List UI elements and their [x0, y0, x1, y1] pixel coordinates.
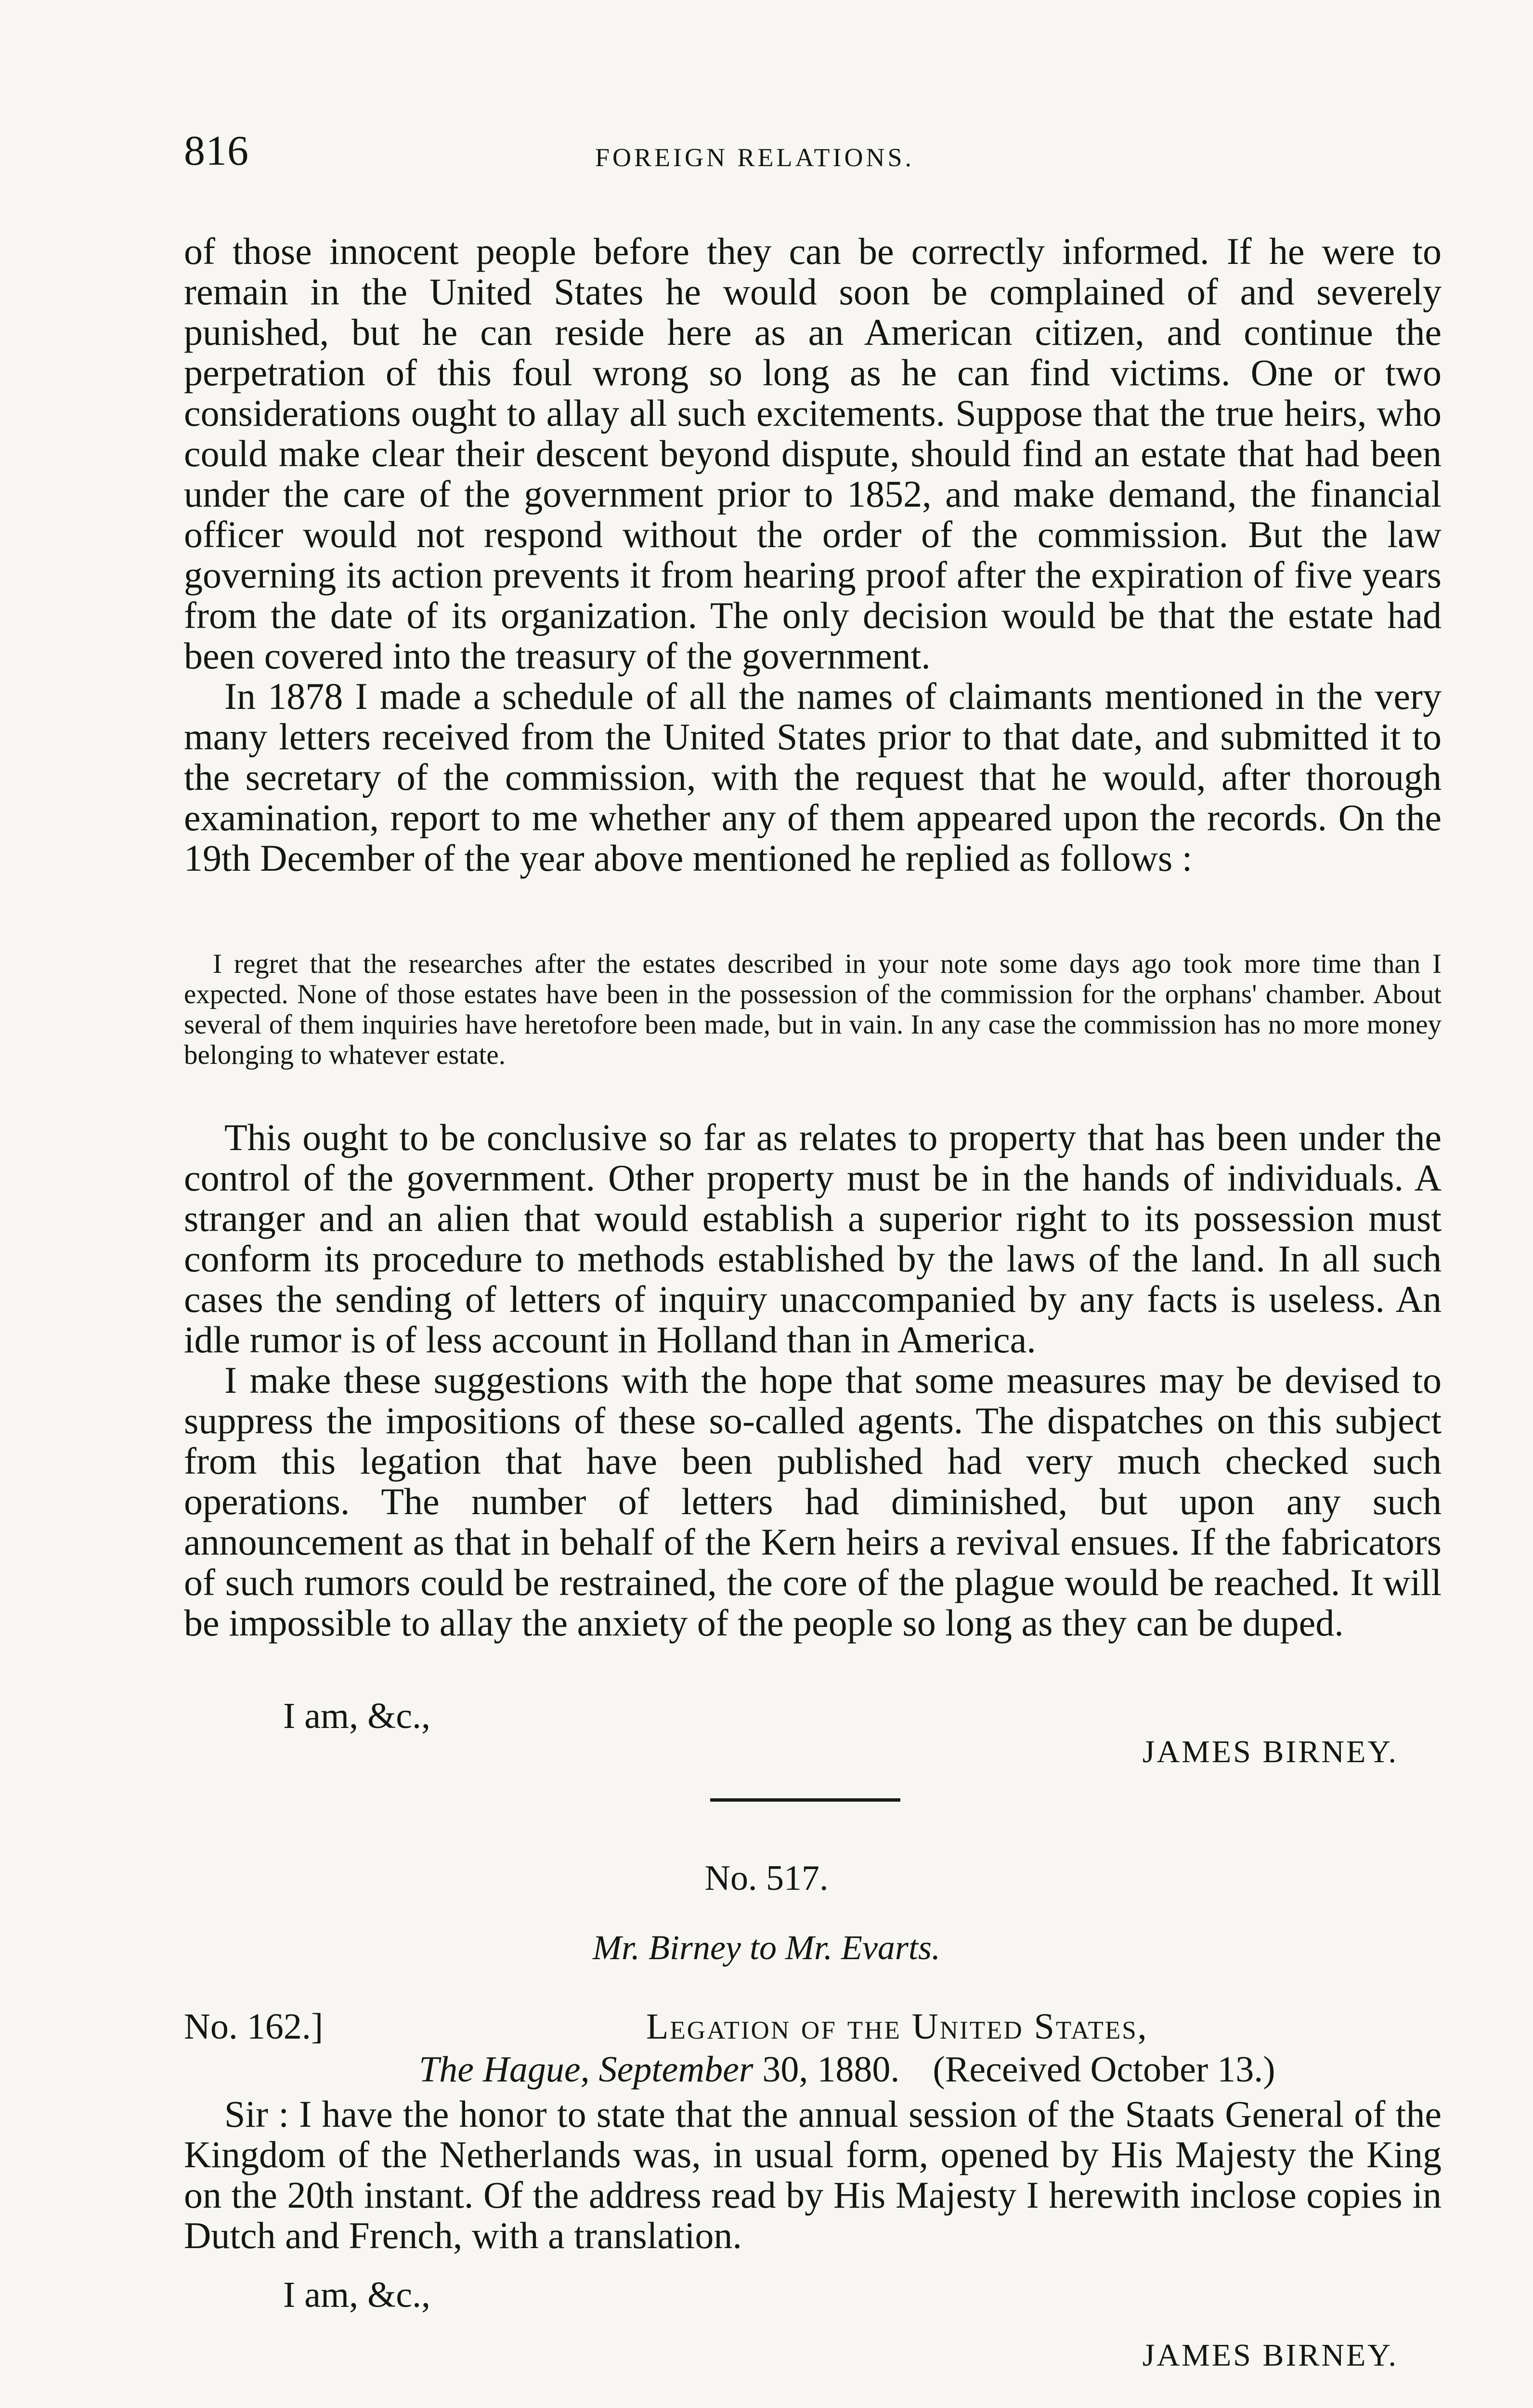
paragraph-3: This ought to be conclusive so far as relates to property that has been under the control of the government. Other property must be in the hands of individuals. A stranger and an alien that would establish a superior right to its possession must conform its procedure to methods established by the laws of the land. In all such cases the sending of letters of inquiry unaccompanied by any facts is useless. An idle rumor is of less account in Holland than in America.: [184, 1116, 1442, 1361]
despatch-body: [184, 2094, 1442, 2256]
received-date: (Received October 13.): [933, 2049, 1275, 2090]
date-line: [419, 2049, 1275, 2091]
quote-text: I regret that the researches after the estates described in your note some days ago took more time than I expected. None of those estates have been in the possession of the commission for the orphans' chamber. About several of them inquiries have heretofore been made, but in vain. In any case the commission has no more money belonging to whatever estate.: [184, 949, 1442, 1070]
quoted-letter: [184, 949, 1442, 1070]
signature-2: JAMES BIRNEY.: [1142, 2338, 1398, 2373]
body-text-block-2: [184, 1117, 1442, 1643]
date-rest: 30, 1880.: [762, 2049, 900, 2090]
paragraph-2: In 1878 I made a schedule of all the names of claimants mentioned in the very many letters received from the United States prior to that date, and submitted it to the secretary of the commission, with the request that he would, after thorough examination, report to me whether any of them appeared upon the records. On the 19th December of the year above mentioned he replied as follows :: [184, 675, 1442, 879]
running-title: FOREIGN RELATIONS.: [595, 143, 915, 172]
page-number: 816: [184, 128, 249, 174]
place-name: The Hague,: [419, 2049, 590, 2090]
legation-heading: Legation of the United States,: [646, 2006, 1148, 2047]
paragraph-1: of those innocent people before they can be correctly informed. If he were to remain in the United States he would soon be complained of and severely punished, but he can reside here as an American citizen, and continue the perpetration of this foul wrong so long as he can find victims. One or two considerations ought to allay all such excitements. Suppose that the true heirs, who could make clear their descent beyond dispute, should find an estate that had been under the care of the government prior to 1852, and make demand, the financial officer would not respond without the order of the commission. But the law governing its action prevents it from hearing proof after the expiration of five years from the date of its organization. The only decision would be that the estate had been covered into the treasury of the government.: [184, 230, 1442, 677]
closing-line-1: I am, &c.,: [283, 1696, 431, 1736]
date-month: September: [598, 2049, 754, 2090]
body-text-block-1: [184, 231, 1442, 878]
document-number: No. 517.: [704, 1858, 829, 1898]
section-divider: [710, 1798, 900, 1802]
document-subtitle: Mr. Birney to Mr. Evarts.: [593, 1928, 940, 1967]
closing-line-2: I am, &c.,: [283, 2275, 431, 2315]
signature-1: JAMES BIRNEY.: [1142, 1734, 1398, 1769]
despatch-reference: No. 162.]: [184, 2006, 324, 2047]
despatch-paragraph: Sir : I have the honor to state that the annual session of the Staats General of the Kingdom of the Netherlands was, in usual form, opened by His Majesty the King on the 20th instant. Of the address read by His Majesty I herewith inclose copies in Dutch and French, with a translation.: [184, 2093, 1442, 2256]
paragraph-4: I make these suggestions with the hope that some measures may be devised to suppress the impositions of these so-called agents. The dispatches on this subject from this legation that have been published had very much checked such operations. The number of letters had diminished, but upon any such announcement as that in behalf of the Kern heirs a revival ensues. If the fabricators of such rumors could be restrained, the core of the plague would be reached. It will be impossible to allay the anxiety of the people so long as they can be duped.: [184, 1359, 1442, 1644]
